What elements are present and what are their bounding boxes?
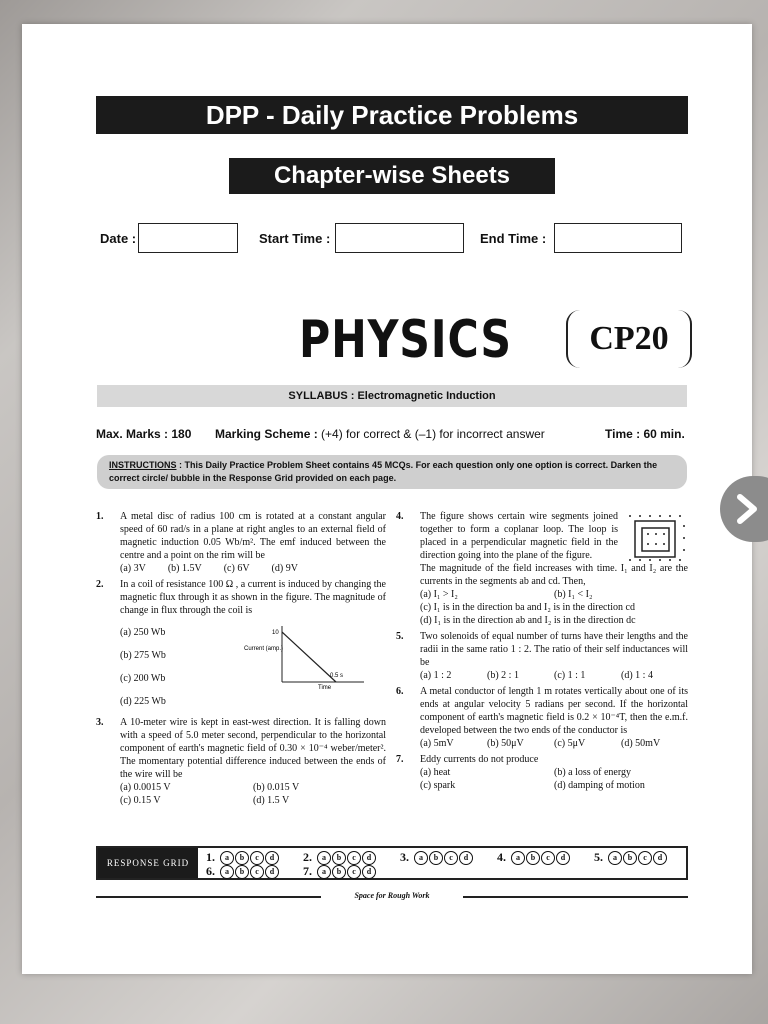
- left-column: [96, 510, 386, 810]
- response-row-4: [497, 850, 570, 865]
- question-text: A metal disc of radius 100 cm is rotated at a constant angular speed of 60 rad/s in a plane at right angles to an external field of magnetic induction 0.05 Wb/m². The emf induced between the centre and a point on the rim will be: [120, 511, 386, 561]
- answer-bubble-b[interactable]: b: [332, 851, 346, 865]
- marking-scheme: [215, 427, 545, 441]
- question-text: A 10-meter wire is kept in east-west direction. It is falling down with a speed of 5.0 meter second, perpendicular to the horizontal component of earth's magnetic field of 0.30 × 10⁻⁴ weber/meter². The momentary potential difference induced between the ends of the wire will be: [120, 717, 386, 780]
- answer-bubble-c[interactable]: c: [541, 851, 555, 865]
- answer-bubble-a[interactable]: a: [317, 865, 331, 879]
- option-d[interactable]: (d) I₁ is in the direction ab and I₂ is in the direction dc: [420, 615, 636, 626]
- graph-y-label: Current (amp.): [244, 646, 284, 652]
- time-limit: Time : 60 min.: [605, 427, 685, 441]
- response-number: 6.: [206, 864, 215, 878]
- question-text: In a coil of resistance 100 Ω , a current is induced by changing the magnetic flux through it as shown in the figure. The magnitude of change in flux through the coil is: [120, 579, 386, 616]
- option-a[interactable]: (a) 3V: [120, 563, 146, 574]
- response-grid: [96, 846, 688, 880]
- option-c[interactable]: (c) 5μV: [554, 738, 586, 749]
- answer-bubble-a[interactable]: a: [317, 851, 331, 865]
- answer-bubble-d[interactable]: d: [362, 865, 376, 879]
- answer-bubble-d[interactable]: d: [653, 851, 667, 865]
- option-a[interactable]: (a) 250 Wb: [120, 627, 166, 638]
- graph-x-value: 0.5 s: [330, 673, 344, 679]
- question-text: Eddy currents do not produce: [420, 754, 539, 765]
- question-number: 2.: [96, 579, 104, 590]
- option-c[interactable]: (c) 200 Wb: [120, 673, 166, 684]
- option-b[interactable]: (b) I₁ < I₂: [554, 589, 593, 600]
- instructions-label: INSTRUCTIONS: [109, 460, 177, 470]
- response-number: 2.: [303, 850, 312, 864]
- max-marks: Max. Marks : 180: [96, 427, 192, 441]
- response-number: 5.: [594, 850, 603, 864]
- option-a[interactable]: (a) I₁ > I₂: [420, 589, 458, 600]
- option-c[interactable]: (c) 6V: [223, 563, 250, 574]
- end-time-field[interactable]: [554, 223, 682, 253]
- answer-bubble-c[interactable]: c: [347, 865, 361, 879]
- answer-bubble-c[interactable]: c: [250, 851, 264, 865]
- response-row-6: [206, 864, 279, 879]
- answer-bubble-d[interactable]: d: [265, 851, 279, 865]
- options: [420, 669, 688, 682]
- sheet-code: CP20: [566, 310, 692, 368]
- answer-bubble-b[interactable]: b: [429, 851, 443, 865]
- question-text: A metal conductor of length 1 m rotates vertically about one of its ends at angular velocity 5 radians per second. If the horizontal component of earth's magnetic field is 0.2 × 10⁻⁴T, then the e.m.f. developed between the two ends of the conductor is: [420, 686, 688, 736]
- response-row-7: [303, 864, 376, 879]
- wire-loop-figure: [626, 510, 688, 568]
- date-field[interactable]: [138, 223, 238, 253]
- response-row-2: [303, 850, 376, 865]
- answer-bubble-a[interactable]: a: [220, 851, 234, 865]
- options: [120, 562, 386, 575]
- rough-work-divider: [96, 891, 688, 901]
- question-7: [396, 753, 688, 792]
- option-a[interactable]: (a) 0.0015 V: [120, 782, 171, 793]
- option-a[interactable]: (a) heat: [420, 767, 451, 778]
- answer-bubble-d[interactable]: d: [362, 851, 376, 865]
- answer-bubble-b[interactable]: b: [332, 865, 346, 879]
- option-b[interactable]: (b) 1.5V: [167, 563, 202, 574]
- answer-bubble-b[interactable]: b: [235, 851, 249, 865]
- answer-bubble-d[interactable]: d: [265, 865, 279, 879]
- current-time-graph: [242, 622, 372, 690]
- end-time-label: End Time :: [480, 231, 547, 246]
- response-grid-label: RESPONSE GRID: [98, 848, 198, 878]
- answer-bubble-a[interactable]: a: [220, 865, 234, 879]
- option-d[interactable]: (d) 1.5 V: [253, 795, 290, 806]
- start-time-label: Start Time :: [259, 231, 331, 246]
- option-c[interactable]: (c) 0.15 V: [120, 795, 161, 806]
- question-number: 1.: [96, 511, 104, 522]
- option-a[interactable]: (a) 5mV: [420, 738, 454, 749]
- question-number: 5.: [396, 631, 404, 642]
- answer-bubble-b[interactable]: b: [235, 865, 249, 879]
- option-b[interactable]: (b) 275 Wb: [120, 650, 166, 661]
- options: [120, 621, 240, 713]
- response-row-5: [594, 850, 667, 865]
- instructions-text: : This Daily Practice Problem Sheet contains 45 MCQs. For each question only one option is correct. Darken the correct circle/ bubble in the Response Grid provided on each page.: [109, 460, 658, 483]
- answer-bubble-c[interactable]: c: [444, 851, 458, 865]
- response-number: 1.: [206, 850, 215, 864]
- options: [420, 766, 688, 792]
- options: [120, 781, 386, 807]
- option-b[interactable]: (b) a loss of energy: [554, 767, 632, 778]
- question-4: [396, 510, 688, 627]
- instructions-box: [97, 455, 687, 489]
- option-d[interactable]: (d) 1 : 4: [621, 670, 653, 681]
- chevron-right-icon: [734, 494, 762, 524]
- question-number: 7.: [396, 754, 404, 765]
- options: [420, 737, 688, 750]
- answer-bubble-a[interactable]: a: [414, 851, 428, 865]
- date-label: Date :: [100, 231, 137, 246]
- options: [420, 588, 688, 627]
- question-3: [96, 716, 386, 807]
- response-row-3: [400, 850, 473, 865]
- answer-bubble-c[interactable]: c: [347, 851, 361, 865]
- option-d[interactable]: (d) 9V: [271, 563, 298, 574]
- question-text: The figure shows certain wire segments joined together to form a coplanar loop. The loop is placed in a perpendicular magnetic field in the direction going into the plane of the figure.: [420, 511, 618, 561]
- marking-scheme-label: Marking Scheme :: [215, 427, 318, 441]
- syllabus-bar: SYLLABUS : Electromagnetic Induction: [97, 385, 687, 407]
- page-subtitle: Chapter-wise Sheets: [229, 158, 555, 194]
- worksheet-page: [22, 24, 752, 974]
- option-a[interactable]: (a) 1 : 2: [420, 670, 452, 681]
- response-number: 3.: [400, 850, 409, 864]
- rough-work-label: Space for Rough Work: [354, 891, 430, 900]
- response-row-1: [206, 850, 279, 865]
- option-b[interactable]: (b) 2 : 1: [487, 670, 519, 681]
- question-6: [396, 685, 688, 750]
- answer-bubble-d[interactable]: d: [556, 851, 570, 865]
- answer-bubble-d[interactable]: d: [459, 851, 473, 865]
- question-text-continued: The magnitude of the field increases with time. I₁ and I₂ are the currents in the segments ab and cd. Then,: [420, 563, 688, 587]
- question-text: Two solenoids of equal number of turns have their lengths and the radii in the same ratio 1 : 2. The ratio of their self inductances will be: [420, 631, 688, 668]
- option-b[interactable]: (b) 0.015 V: [253, 782, 300, 793]
- subject-heading: PHYSICS: [299, 310, 512, 370]
- option-d[interactable]: (d) damping of motion: [554, 780, 645, 791]
- response-number: 4.: [497, 850, 506, 864]
- option-b[interactable]: (b) 50μV: [487, 738, 524, 749]
- answer-bubble-b[interactable]: b: [526, 851, 540, 865]
- page-title: DPP - Daily Practice Problems: [96, 96, 688, 134]
- question-number: 6.: [396, 686, 404, 697]
- start-time-field[interactable]: [335, 223, 464, 253]
- option-c[interactable]: (c) spark: [420, 780, 456, 791]
- right-column: [396, 510, 688, 795]
- graph-y-value: 10: [272, 630, 279, 636]
- answer-bubble-b[interactable]: b: [623, 851, 637, 865]
- question-5: [396, 630, 688, 682]
- question-2: [96, 578, 386, 713]
- option-c[interactable]: (c) 1 : 1: [554, 670, 586, 681]
- answer-bubble-c[interactable]: c: [250, 865, 264, 879]
- graph-x-label: Time: [318, 685, 332, 690]
- question-1: [96, 510, 386, 575]
- option-d[interactable]: (d) 225 Wb: [120, 696, 166, 707]
- question-number: 4.: [396, 511, 404, 522]
- option-c[interactable]: (c) I₁ is in the direction ba and I₂ is in the direction cd: [420, 602, 635, 613]
- question-number: 3.: [96, 717, 104, 728]
- marking-scheme-text: (+4) for correct & (–1) for incorrect answer: [321, 427, 545, 441]
- option-d[interactable]: (d) 50mV: [621, 738, 661, 749]
- answer-bubble-a[interactable]: a: [511, 851, 525, 865]
- answer-bubble-a[interactable]: a: [608, 851, 622, 865]
- response-number: 7.: [303, 864, 312, 878]
- answer-bubble-c[interactable]: c: [638, 851, 652, 865]
